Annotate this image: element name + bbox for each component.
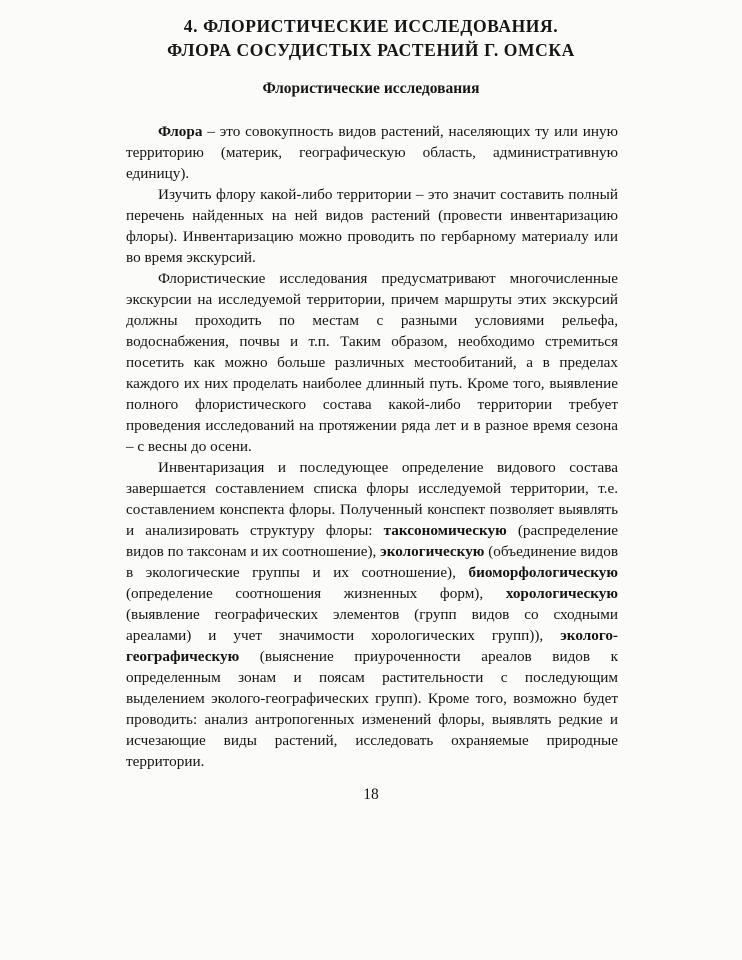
- paragraph-structure-intro: Инвентаризация и последующее определение видового состава завершается составлением списка флоры исследуемой территории, т.е. составлением конспекта флоры. Полученный конспект позволяет выявлять и анализировать структуру флоры:: [126, 459, 618, 539]
- paragraph-inventory: Изучить флору какой-либо территории – это значит составить полный перечень найденных на ней видов растений (провести инвентаризацию флоры). Инвентаризацию можно проводить по гербарному материалу или во время экскурсий.: [126, 186, 618, 266]
- text-biomorphological: (определение соотношения жизненных форм),: [126, 585, 506, 602]
- paragraph-structure: [126, 457, 618, 772]
- paragraph-definition-text: – это совокупность видов растений, населяющих ту или иную территорию (материк, географическую область, административную единицу).: [126, 123, 618, 182]
- text-ecological: (объединение видов в экологические группы и их соотношение),: [126, 543, 618, 581]
- text-chorological: (выявление географических элементов (групп видов со сходными ареалами) и учет значимости хорологических групп)),: [126, 606, 618, 644]
- chapter-title-line-2: ФЛОРА СОСУДИСТЫХ РАСТЕНИЙ Г. ОМСКА: [167, 40, 575, 60]
- chapter-title-line-1: 4. ФЛОРИСТИЧЕСКИЕ ИССЛЕДОВАНИЯ.: [183, 16, 559, 36]
- term-biomorphological: биоморфологическую: [468, 564, 618, 581]
- term-taxonomic: таксономическую: [383, 522, 507, 539]
- term-ecological: экологическую: [380, 543, 485, 560]
- term-chorological: хорологическую: [505, 585, 618, 602]
- body-text: [126, 121, 618, 772]
- term-flora: Флора: [158, 123, 203, 140]
- text-ecogeographic: (выяснение приуроченности ареалов видов к определенным зонам и поясам растительности с последующим выделением эколого-географических групп). Кроме того, возможно будет проводить: анализ антропогенных изменений флоры, выявлять редкие и исчезающие виды растений, исследовать охраняемые природные территории.: [126, 648, 618, 770]
- section-title: Флористические исследования: [262, 80, 480, 97]
- page-number: 18: [363, 786, 379, 803]
- term-ecogeographic: эколого-географическую: [126, 627, 618, 665]
- chapter-title: [120, 14, 622, 62]
- paragraph-definition: [126, 121, 618, 184]
- paragraph-excursions: Флористические исследования предусматривают многочисленные экскурсии на исследуемой территории, причем маршруты этих экскурсий должны проходить по местам с разными условиями рельефа, водоснабжения, почвы и т.п. Таким образом, необходимо стремиться посетить как можно больше различных местообитаний, а в пределах каждого их них проделать наиболее длинный путь. Кроме того, выявление полного флористического состава какой-либо территории требует проведения исследований на протяжении ряда лет и в разное время сезона – с весны до осени.: [126, 270, 618, 455]
- text-taxonomic: (распределение видов по таксонам и их соотношение),: [126, 522, 618, 560]
